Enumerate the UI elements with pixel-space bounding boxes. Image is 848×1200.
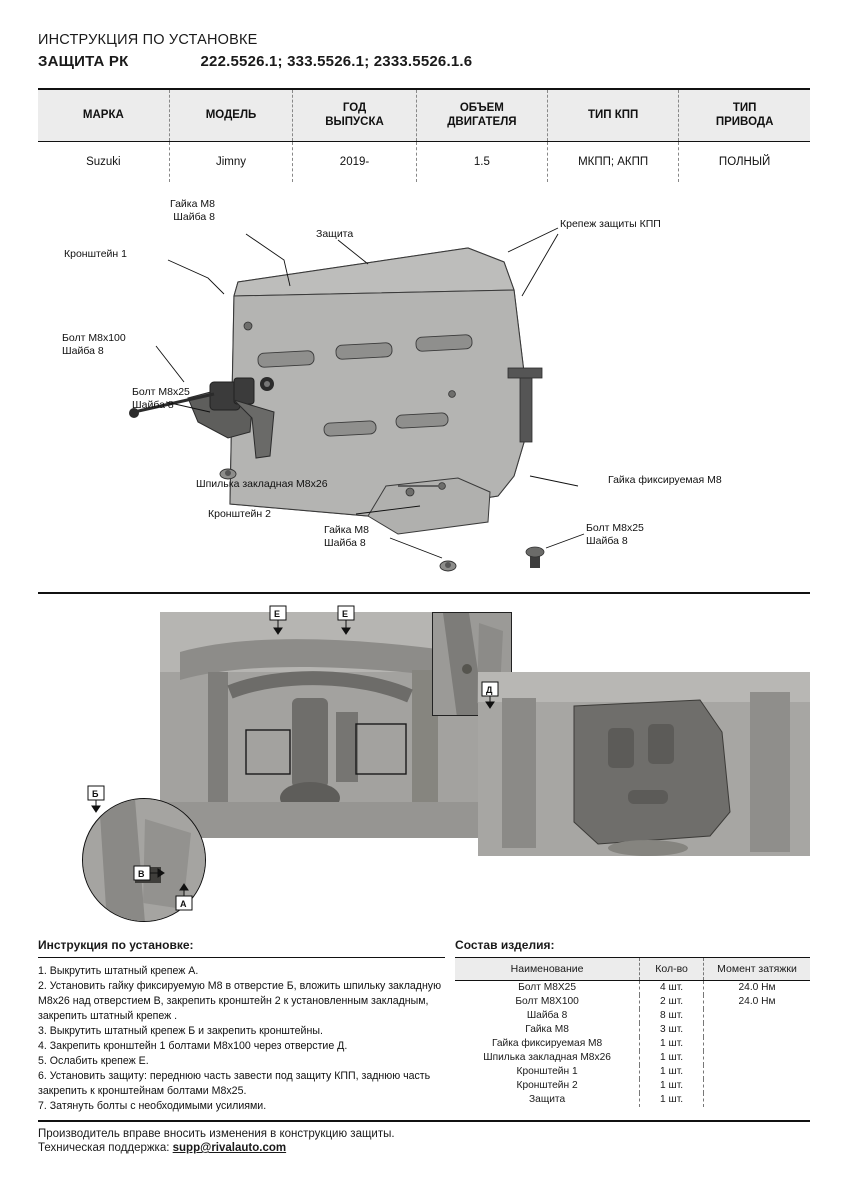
table-row: [455, 1037, 810, 1051]
svg-text:В: В: [138, 868, 145, 879]
part-torque: 24.0 Нм: [738, 996, 776, 1008]
part-name: Болт М8Х25: [455, 980, 640, 995]
part-torque: 24.0 Нм: [738, 982, 776, 994]
instructions-rule: [38, 957, 445, 958]
part-qty: 1 шт.: [640, 1079, 704, 1093]
part-name: Болт М8Х100: [455, 995, 640, 1009]
label-nut-m8-top: Гайка М8 Шайба 8: [170, 197, 215, 223]
part-qty: 2 шт.: [640, 995, 704, 1009]
part-torque: [704, 1079, 811, 1093]
footer-support: [38, 1142, 810, 1154]
instruction-step: 4. Закрепить кронштейн 1 болтами М8х100 через отверстие Д.: [38, 1039, 348, 1052]
table-row: [455, 1093, 810, 1107]
parts-title: Состав изделия:: [455, 937, 555, 952]
document-subtitle: ИНСТРУКЦИЯ ПО УСТАНОВКЕ: [38, 32, 258, 48]
svg-text:Е: Е: [342, 608, 349, 619]
part-name: Кронштейн 1: [455, 1065, 640, 1079]
page-title: ЗАЩИТА РК: [38, 53, 129, 70]
label-bolt-m8x25-right: Болт М8х25 Шайба 8: [586, 521, 644, 547]
parts-col-name: Наименование: [455, 957, 640, 980]
part-qty: 1 шт.: [640, 1037, 704, 1051]
footer-divider: [38, 1120, 810, 1122]
part-qty: 4 шт.: [640, 980, 704, 995]
part-torque: [704, 1051, 811, 1065]
svg-text:Б: Б: [92, 788, 99, 799]
spec-col-gearbox: ТИП КПП: [548, 90, 679, 141]
table-row: [455, 1023, 810, 1037]
instructions-title: Инструкция по установке:: [38, 937, 194, 952]
part-name: Защита: [455, 1093, 640, 1107]
spec-value-engine: 1.5: [416, 141, 547, 182]
spec-col-model: МОДЕЛЬ: [169, 90, 293, 141]
spec-col-year: ГОД ВЫПУСКА: [293, 90, 417, 141]
callout-flags: [38, 600, 810, 930]
table-row: [455, 1009, 810, 1023]
parts-col-qty: Кол-во: [640, 957, 704, 980]
part-name: Шпилька закладная М8х26: [455, 1051, 640, 1065]
spec-value-year: 2019-: [293, 141, 417, 182]
label-bolt-m8x100: Болт М8х100 Шайба 8: [62, 331, 126, 357]
part-name: Гайка М8: [455, 1023, 640, 1037]
product-codes: 222.5526.1; 333.5526.1; 2333.5526.1.6: [200, 53, 473, 70]
spec-value-brand: Suzuki: [38, 141, 169, 182]
part-name: Шайба 8: [455, 1009, 640, 1023]
support-email-link[interactable]: supp@rivalauto.com: [172, 1142, 287, 1155]
spec-col-drive: ТИП ПРИВОДА: [679, 90, 810, 141]
bottom-section: [38, 938, 810, 1114]
part-qty: 8 шт.: [640, 1009, 704, 1023]
spec-col-brand: МАРКА: [38, 90, 169, 141]
spec-header-row: [38, 90, 810, 141]
part-torque: [704, 1023, 811, 1037]
label-kpp-fastener: Крепеж защиты КПП: [560, 217, 661, 230]
photos-divider-top: [38, 592, 810, 594]
label-bolt-m8x25-left: Болт М8х25 Шайба 8: [132, 385, 190, 411]
table-row: [455, 995, 810, 1009]
spec-value-row: [38, 141, 810, 182]
label-bracket-1: Кронштейн 1: [64, 247, 127, 260]
table-row: [455, 1065, 810, 1079]
part-qty: 1 шт.: [640, 1093, 704, 1107]
part-name: Гайка фиксируемая М8: [455, 1037, 640, 1051]
parts-table: [455, 957, 810, 1107]
footer: [38, 1120, 810, 1154]
table-row: [455, 1079, 810, 1093]
table-row: [455, 1051, 810, 1065]
instruction-step: 7. Затянуть болты с необходимыми усилиями.: [38, 1100, 267, 1113]
spec-value-model: Jimny: [169, 141, 293, 182]
part-name: Кронштейн 2: [455, 1079, 640, 1093]
diagram-svg: [38, 186, 810, 574]
table-row: [455, 980, 810, 995]
parts-col-torque: Момент затяжки: [704, 957, 811, 980]
parts-header-row: [455, 957, 810, 980]
instruction-step: 1. Выкрутить штатный крепеж А.: [38, 964, 199, 977]
part-torque: [704, 1065, 811, 1079]
instruction-step: 5. Ослабить крепеж Е.: [38, 1054, 149, 1067]
spec-value-drive: ПОЛНЫЙ: [679, 141, 810, 182]
label-fixed-nut: Гайка фиксируемая М8: [608, 473, 722, 486]
label-stud: Шпилька закладная М8х26: [196, 477, 328, 490]
photo-section: [38, 600, 810, 930]
part-torque: [704, 1009, 811, 1023]
part-qty: 1 шт.: [640, 1065, 704, 1079]
part-qty: 3 шт.: [640, 1023, 704, 1037]
label-nut-m8-bottom: Гайка М8 Шайба 8: [324, 523, 369, 549]
label-shield: Защита: [316, 227, 354, 240]
document-header: [38, 0, 810, 70]
svg-text:А: А: [180, 898, 187, 909]
part-qty: 1 шт.: [640, 1051, 704, 1065]
svg-text:Д: Д: [486, 684, 493, 695]
support-label: Техническая поддержка:: [38, 1142, 170, 1155]
instructions-block: [38, 938, 455, 1114]
spec-value-gearbox: МКПП; АКПП: [548, 141, 679, 182]
vehicle-spec-table: [38, 90, 810, 182]
svg-text:Е: Е: [274, 608, 281, 619]
exploded-diagram: [38, 186, 810, 574]
part-torque: [704, 1037, 811, 1051]
instruction-step: 6. Установить защиту: переднюю часть завести под защиту КПП, заднюю часть закрепить к кронштейнам болтами М8х25.: [38, 1069, 431, 1097]
footer-note: Производитель вправе вносить изменения в конструкцию защиты.: [38, 1128, 395, 1141]
label-bracket-2: Кронштейн 2: [208, 507, 271, 520]
parts-block: [455, 938, 810, 1114]
part-torque: [704, 1093, 811, 1107]
spec-col-engine: ОБЪЕМ ДВИГАТЕЛЯ: [416, 90, 547, 141]
instructions-steps: [38, 964, 445, 1114]
instruction-step: 3. Выкрутить штатный крепеж Б и закрепить кронштейны.: [38, 1024, 323, 1037]
instruction-step: 2. Установить гайку фиксируемую М8 в отверстие Б, вложить шпильку закладную М8х26 над отверстием В, закрепить кронштейн 2 к установленным закладным, закрепить штатный крепеж .: [38, 979, 442, 1022]
